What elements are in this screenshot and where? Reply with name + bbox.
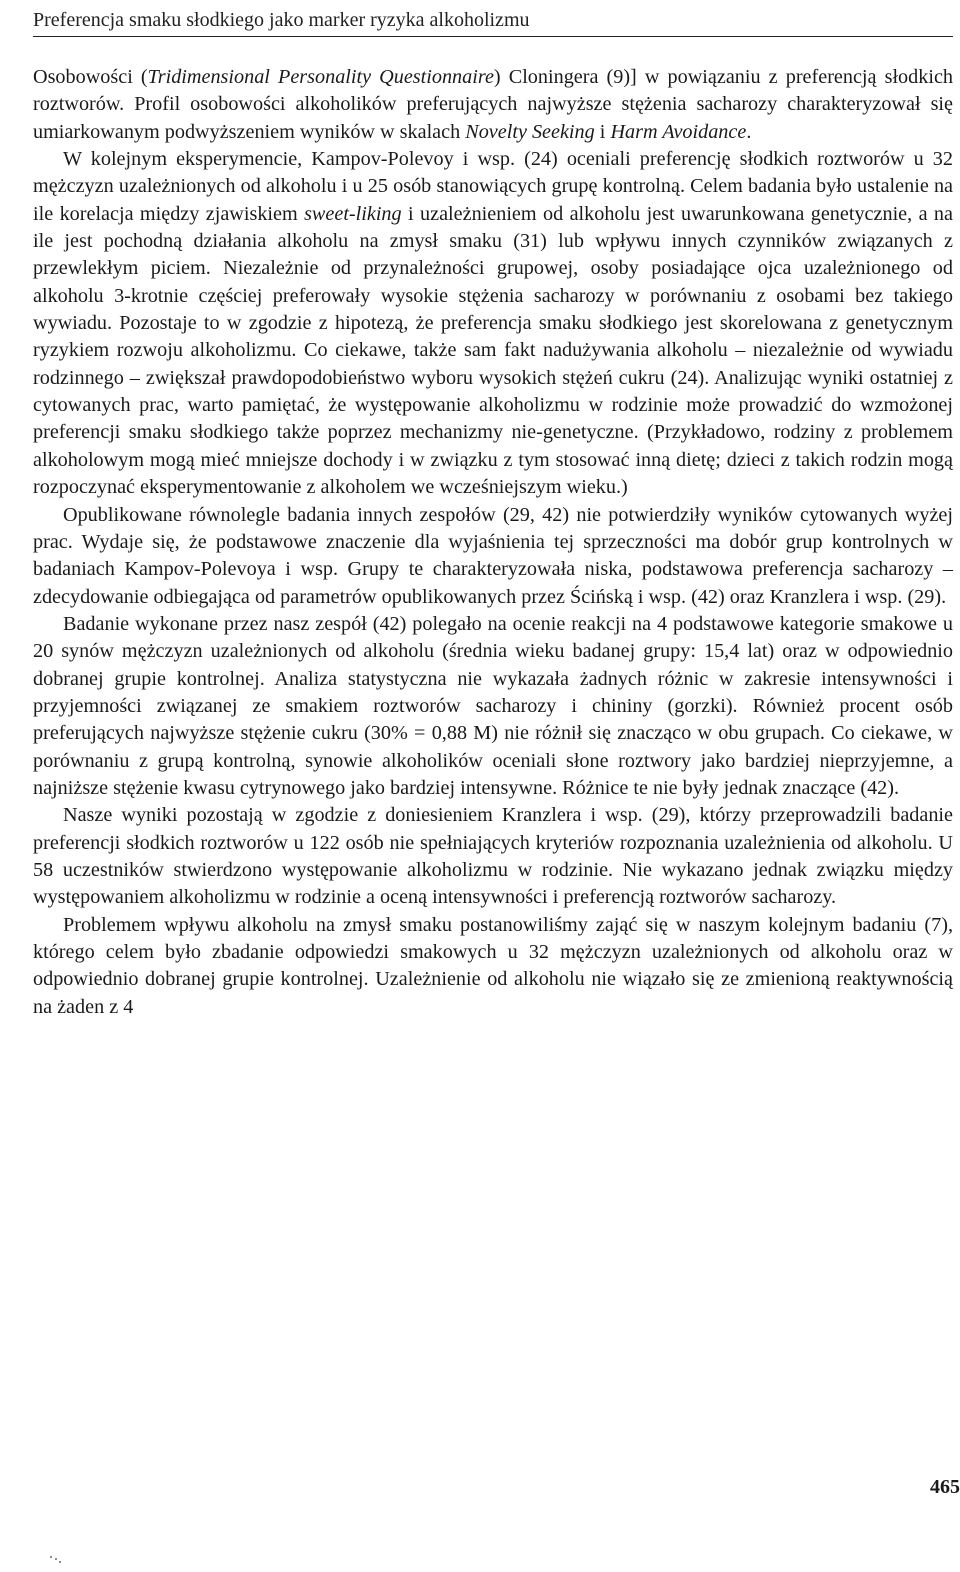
italic-text: Harm Avoidance	[610, 120, 747, 143]
text-run: Opublikowane równolegle badania innych zespołów (29, 42) nie potwierdziły wyników cytowanych wyżej prac. Wydaje się, że podstawowe znaczenie dla wyjaśnienia tej sprzeczności ma dobór grup kontrolnych w badaniach Kampov-Polevoya i wsp. Grupy te charakteryzowała niska, podstawowa preferencja sacharozy – zdecydowanie odbiegająca od parametrów opublikowanych przez Ścińską i wsp. (42) oraz Kranzlera i wsp. (29).	[33, 503, 953, 608]
paragraph	[33, 502, 953, 611]
text-run: W kolejnym eksperymencie, Kampov-Polevoy i wsp. (24) oceniali preferencję słodkich roztworów u 32 mężczyzn uzależnionych od alkoholu i u 25 osób stanowiących grupę kontrolną. Celem badania było ustalenie na ile korelacja między zjawiskiem	[33, 148, 953, 225]
paragraph	[33, 912, 953, 1021]
body-text	[33, 64, 953, 1021]
text-run: i uzależnieniem od alkoholu jest uwarunkowana genetycznie, a na ile jest pochodną działania alkoholu na zmysł smaku (31) lub wpływu innych czynników związanych z przewlekłym piciem. Niezależnie od przynależności grupowej, osoby posiadające ojca uzależnionego od alkoholu 3-krotnie częściej preferowały wysokie stężenia sacharozy w porównaniu z osobami bez takiego wywiadu. Pozostaje to w zgodzie z hipotezą, że preferencja smaku słodkiego jest skorelowana z genetycznym ryzykiem rozwoju alkoholizmu. Co ciekawe, także sam fakt nadużywania alkoholu – niezależnie od wywiadu rodzinnego – zwiększał prawdopodobieństwo wyboru wysokich stężeń cukru (24). Analizując wyniki ostatniej z cytowanych prac, warto pamiętać, że występowanie alkoholizmu w rodzinie może prowadzić do wzmożonej preferencji smaku słodkiego także poprzez mechanizmy nie-genetyczne. (Przykładowo, rodziny z problemem alkoholowym mogą mieć mniejsze dochody i w związku z tym stosować inną dietę; dzieci z takich rodzin mogą rozpoczynać eksperymentowanie z alkoholem we wcześniejszym wieku.)	[33, 202, 953, 499]
paragraph	[33, 802, 953, 911]
italic-text: Tridimensional Personality Questionnaire	[147, 66, 494, 88]
paragraph	[33, 64, 953, 146]
paragraph	[33, 146, 953, 501]
text-run: .	[746, 120, 752, 143]
text-run: Osobowości (	[33, 66, 148, 88]
paragraph	[33, 611, 953, 802]
page-number: 465	[930, 1476, 960, 1498]
header-divider	[33, 36, 953, 37]
text-run: Nasze wyniki pozostają w zgodzie z doniesieniem Kranzlera i wsp. (29), którzy przeprowadzili badanie preferencji słodkich roztworów u 122 osób nie spełniających kryteriów rozpoznania uzależnienia od alkoholu. U 58 uczestników stwierdzono występowanie alkoholizmu w rodzinie. Nie wykazano jednak związku między występowaniem alkoholizmu w rodzinie a oceną intensywności i preferencją roztworów sacharozy.	[33, 804, 953, 909]
text-run: ) Cloningera (9)] w powiązaniu z preferencją słodkich roztworów. Profil osobowości alkoholików preferujących najwyższe stężenia sacharozy charakteryzował się umiarkowanym podwyższeniem wyników w skalach	[33, 66, 953, 143]
text-run: i	[594, 120, 611, 143]
italic-text: sweet-liking	[304, 202, 402, 225]
scan-speck-marks	[50, 1556, 66, 1564]
text-run: Problemem wpływu alkoholu na zmysł smaku postanowiliśmy zająć się w naszym kolejnym badaniu (7), którego celem było zbadanie odpowiedzi smakowych u 32 mężczyzn uzależnionych od alkoholu oraz w odpowiednio dobranej grupie kontrolnej. Uzależnienie od alkoholu nie wiązało się ze zmienioną reaktywnością na żaden z 4	[33, 913, 953, 1018]
running-head: Preferencja smaku słodkiego jako marker ryzyka alkoholizmu	[33, 9, 530, 31]
text-run: Badanie wykonane przez nasz zespół (42) polegało na ocenie reakcji na 4 podstawowe kategorie smakowe u 20 synów mężczyzn uzależnionych od alkoholu (średnia wieku badanej grupy: 15,4 lat) oraz w odpowiednio dobranej grupie kontrolnej. Analiza statystyczna nie wykazała żadnych różnic w zakresie intensywności i przyjemności związanej ze smakiem roztworów sacharozy i chininy (gorzki). Również procent osób preferujących najwyższe stężenie cukru (30% = 0,88 M) nie różnił się znacząco w obu grupach. Co ciekawe, w porównaniu z grupą kontrolną, synowie alkoholików oceniali słone roztwory jako bardziej nieprzyjemne, a najniższe stężenie kwasu cytrynowego jako bardziej intensywne. Różnice te nie były jednak znaczące (42).	[33, 612, 953, 799]
italic-text: Novelty Seeking	[465, 120, 595, 143]
